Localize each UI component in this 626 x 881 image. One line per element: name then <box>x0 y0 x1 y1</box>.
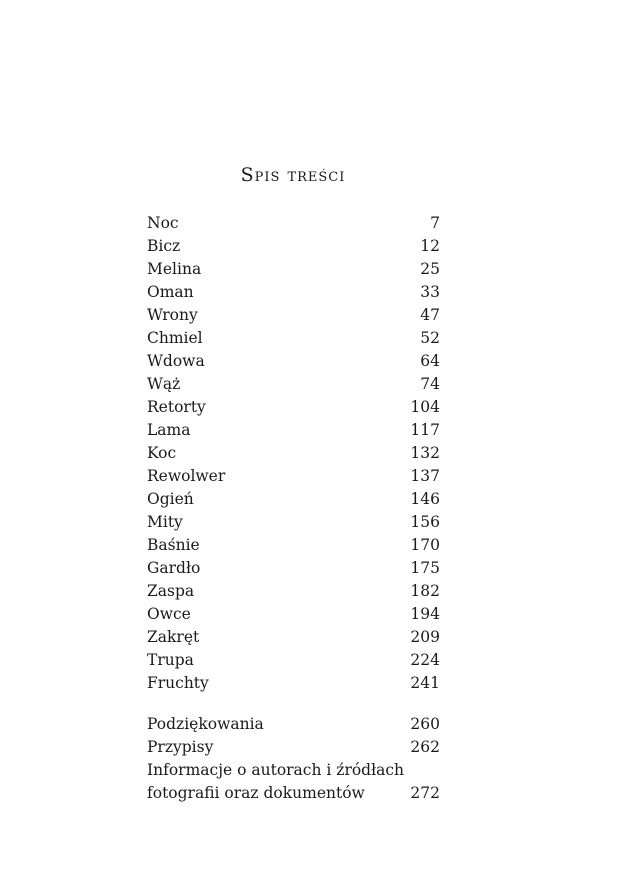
toc-entry <box>147 603 440 626</box>
toc-entry-title: Wąż <box>147 375 181 393</box>
toc-entry-page-number: 175 <box>410 559 440 577</box>
toc-entry-title: Podziękowania <box>147 715 264 733</box>
toc-entry-page-number: 25 <box>420 260 440 278</box>
toc-entry-title: Oman <box>147 283 194 301</box>
toc-entry <box>147 419 440 442</box>
toc-entry <box>147 465 440 488</box>
toc-entry-title: Zaspa <box>147 582 195 600</box>
page-title: Spis treści <box>240 164 346 186</box>
toc-entry-page-number: 182 <box>410 582 440 600</box>
toc-entry-title: Przypisy <box>147 738 214 756</box>
toc-entry <box>147 442 440 465</box>
toc-entry-title: Wdowa <box>147 352 205 370</box>
toc-entry-page-number: 170 <box>410 536 440 554</box>
toc-entry-page-number: 47 <box>420 306 440 324</box>
toc-entry-title: Informacje o autorach i źródłach <box>147 761 405 779</box>
toc-entry <box>147 212 440 235</box>
toc-entry <box>147 235 440 258</box>
toc-entry <box>147 350 440 373</box>
toc-entry-title: Koc <box>147 444 177 462</box>
toc-entry-title: Wrony <box>147 306 198 324</box>
toc-entry <box>147 258 440 281</box>
toc-entry-title: Chmiel <box>147 329 203 347</box>
toc-main-list <box>147 212 440 695</box>
toc-entry <box>147 281 440 304</box>
toc-entry <box>147 759 440 782</box>
toc-entry-page-number: 262 <box>410 738 440 756</box>
toc-entry-page-number: 52 <box>420 329 440 347</box>
toc-entry <box>147 534 440 557</box>
toc-entry <box>147 327 440 350</box>
toc-entry-page-number: 74 <box>420 375 440 393</box>
toc-entry-page-number: 146 <box>410 490 440 508</box>
toc-entry <box>147 713 440 736</box>
toc-entry-title: Gardło <box>147 559 201 577</box>
toc-entry-page-number: 137 <box>410 467 440 485</box>
toc-entry <box>147 626 440 649</box>
toc-entry-page-number: 12 <box>420 237 440 255</box>
toc-entry-title: Zakręt <box>147 628 200 646</box>
toc-entry-title: Mity <box>147 513 183 531</box>
toc-entry <box>147 782 440 805</box>
toc-entry-title: Owce <box>147 605 191 623</box>
toc-entry-title: Noc <box>147 214 179 232</box>
toc-back-matter-list <box>147 713 440 805</box>
toc-entry-page-number: 209 <box>410 628 440 646</box>
toc-entry-title: Bicz <box>147 237 181 255</box>
toc-entry-page-number: 260 <box>410 715 440 733</box>
toc-entry <box>147 736 440 759</box>
toc-entry <box>147 373 440 396</box>
toc-entry <box>147 304 440 327</box>
toc-entry-page-number: 156 <box>410 513 440 531</box>
toc-entry <box>147 396 440 419</box>
toc-entry-page-number: 241 <box>410 674 440 692</box>
toc-entry <box>147 580 440 603</box>
toc-entry <box>147 557 440 580</box>
toc-entry <box>147 511 440 534</box>
toc-entry-title: Fruchty <box>147 674 209 692</box>
toc-entry-title: Retorty <box>147 398 206 416</box>
toc-entry-page-number: 7 <box>430 214 440 232</box>
toc-entry-page-number: 117 <box>410 421 440 439</box>
toc-entry-title: Melina <box>147 260 202 278</box>
toc-entry-title: Lama <box>147 421 191 439</box>
toc-entry-page-number: 33 <box>420 283 440 301</box>
toc-entry <box>147 649 440 672</box>
toc-entry-page-number: 194 <box>410 605 440 623</box>
toc-entry-title: Rewolwer <box>147 467 226 485</box>
toc-entry-page-number: 272 <box>410 784 440 802</box>
toc-entry-title: Baśnie <box>147 536 200 554</box>
toc-entry-title: Ogień <box>147 490 194 508</box>
toc-entry-page-number: 224 <box>410 651 440 669</box>
toc-entry-title: fotografii oraz dokumentów <box>147 784 365 802</box>
toc-entry <box>147 672 440 695</box>
toc-entry-title: Trupa <box>147 651 194 669</box>
toc-entry-page-number: 64 <box>420 352 440 370</box>
toc-entry-page-number: 132 <box>410 444 440 462</box>
toc-entry <box>147 488 440 511</box>
toc-entry-page-number: 104 <box>410 398 440 416</box>
